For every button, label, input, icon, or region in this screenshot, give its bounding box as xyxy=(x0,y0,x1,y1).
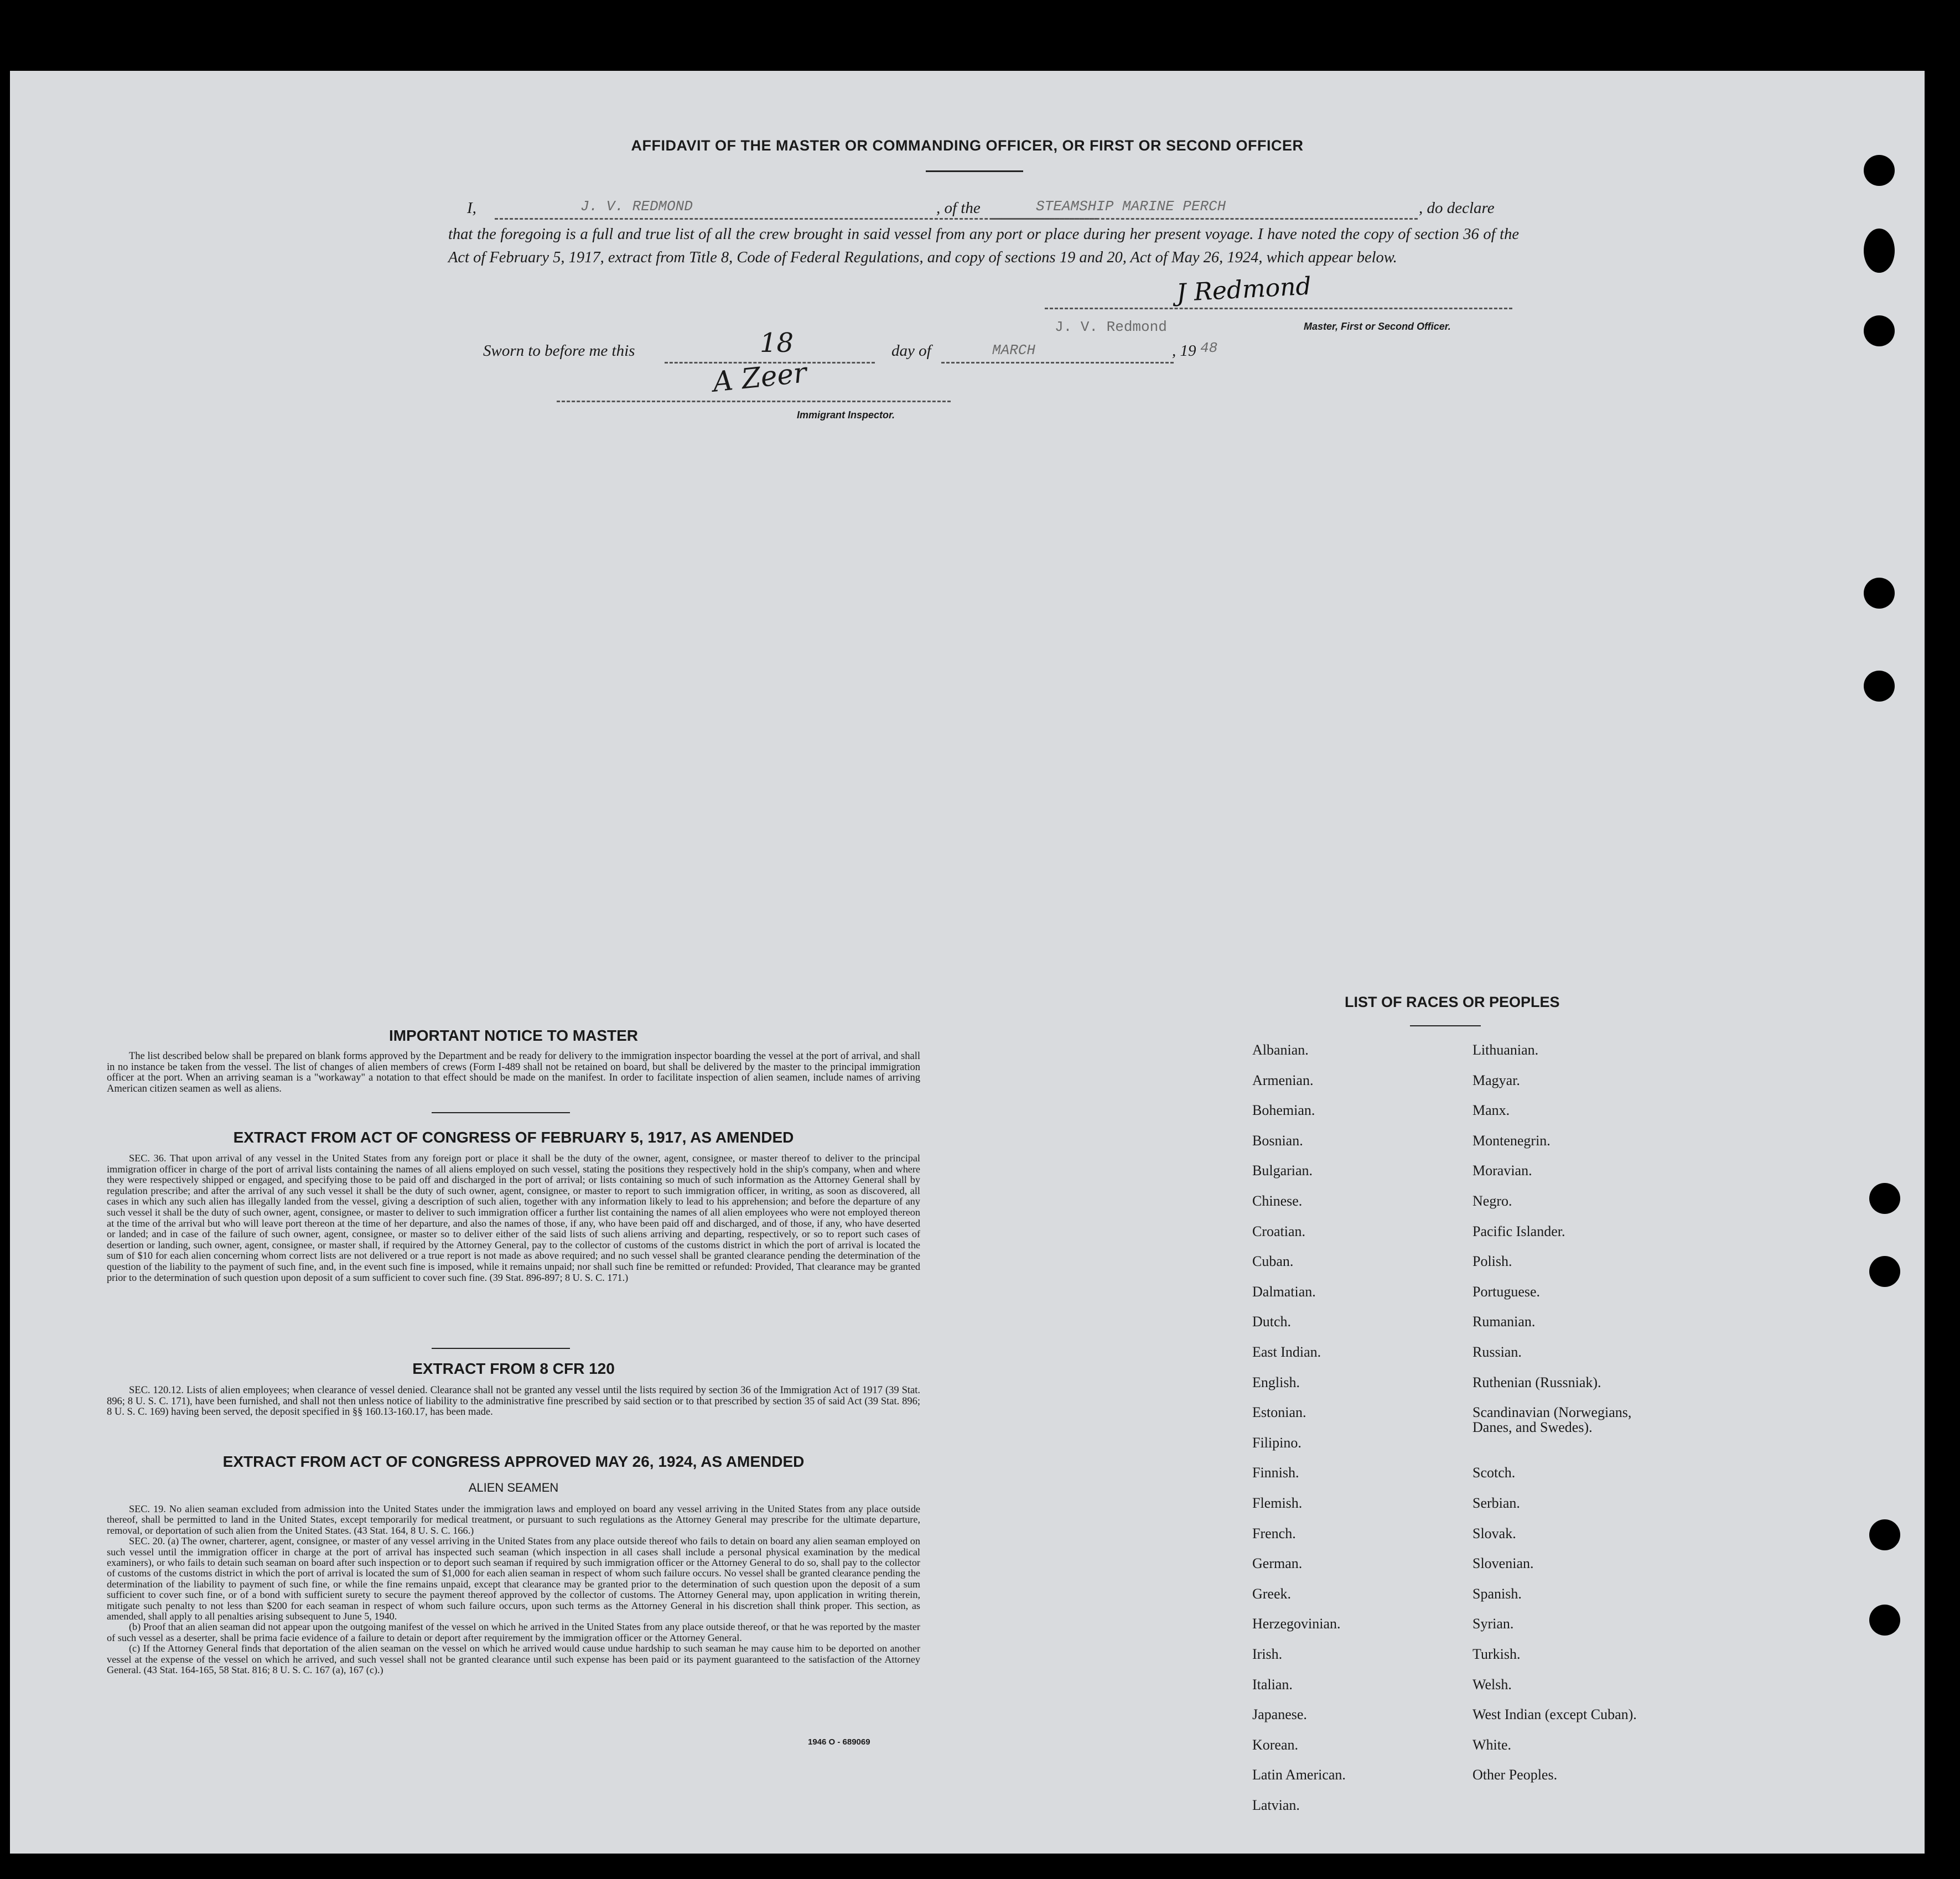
inspector-blank xyxy=(557,396,951,402)
race-item: Korean. xyxy=(1252,1736,1299,1753)
race-item: West Indian (except Cuban). xyxy=(1472,1706,1637,1723)
extract-1917-text: SEC. 36. That upon arrival of any vessel in the United States from any foreign port or place it shall be the duty of the owner, agent, consignee, or master thereof to deliver to the principal immigration officer in charge of the port of arrival lists containing the names of all aliens employed on such vessel, stating the positions they respectively hold in the ship's company, when and where they were respectively shipped or engaged, and specifying those to be paid off and discharged in the port of arrival; or lists containing so much of such information as the Attorney General shall by regulation prescribe; and after the arrival of any such vessel it shall be the duty of such owner, agent, consignee, or master to report to such immigration officer, in writing, as soon as discovered, all cases in which any such alien has illegally landed from the vessel, giving a description of such alien, together with any information likely to lead to his apprehension; and before the departure of any such vessel it shall be the duty of such owner, agent, consignee, or master to deliver to such immigration officer a further list containing the names of all alien employees who were not employed thereon at the time of the arrival but who will leave port thereon at the time of her departure, and also the names of those, if any, who have been paid off and discharged, and of those, if any, who have deserted or landed; and in case of the failure of such owner, agent, consignee, or master so to deliver either of the said lists of such aliens arriving and departing, respectively, or so to report such cases of desertion or landing, such owner, agent, consignee, or master shall, if required by the Attorney General, pay to the collector of customs of the customs district in which the port of arrival is located the sum of $10 for each alien concerning whom correct lists are not delivered or a true report is not made as above required; and no such vessel shall be granted clearance pending the determination of the question of the liability to the payment of such fine, and, in the event such fine is imposed, while it remains unpaid; nor shall such fine be remitted or refunded: Provided, That clearance may be granted prior to the determination of such question upon deposit of a sum sufficient to cover such fine. (39 Stat. 896-897; 8 U. S. C. 171.) xyxy=(107,1153,920,1283)
race-item: East Indian. xyxy=(1252,1344,1321,1360)
race-item: White. xyxy=(1472,1736,1512,1753)
extract-cfr-text: SEC. 120.12. Lists of alien employees; when clearance of vessel denied. Clearance shall not be granted any vessel until the lists required by section 36 of the Immigration Act of 1917 (39 Stat. 896; 8 U. S. C. 171), have been furnished, and shall not then unless notice of liability to the administrative fine prescribed by said section or to that prescribed by section 35 of said Act (39 Stat. 896; 8 U. S. C. 169) having been served, the deposit specified in §§ 160.13-160.17, has been made. xyxy=(107,1385,920,1418)
race-item: Cuban. xyxy=(1252,1253,1294,1270)
notice-title: IMPORTANT NOTICE TO MASTER xyxy=(388,1027,639,1044)
extract-1924-paragraph: (b) Proof that an alien seaman did not appear upon the outgoing manifest of the vessel on which he arrived in the United States from any place outside thereof, or that he was reported by the master of such vessel as a deserter, shall be prima facie evidence of a failure to detain or deport after requirement by the immigration officer or the Attorney General. xyxy=(107,1621,920,1643)
extract-1924-title: EXTRACT FROM ACT OF CONGRESS APPROVED MAY 26, 1924, AS AMENDED xyxy=(222,1453,805,1470)
binder-hole xyxy=(1869,1605,1900,1636)
master-signature: J Redmond xyxy=(1175,272,1312,308)
sworn-month-blank xyxy=(941,342,1174,364)
race-item: Croatian. xyxy=(1252,1223,1306,1239)
sworn-month: MARCH xyxy=(992,342,1036,359)
race-item: Filipino. xyxy=(1252,1434,1302,1451)
race-item: Rumanian. xyxy=(1472,1314,1536,1330)
race-item: Estonian. xyxy=(1252,1404,1306,1421)
master-name-typed: J. V. REDMOND xyxy=(580,198,693,215)
race-item: Slovenian. xyxy=(1472,1555,1534,1572)
declarant-line xyxy=(467,199,1524,221)
race-item: Negro. xyxy=(1472,1193,1512,1209)
extract-1924-paragraph: SEC. 19. No alien seaman excluded from admission into the United States under the immigration laws and employed on board any vessel arriving in the United States from any place outside thereof, shall be permitted to land in the United States, except temporarily for medical treatment, or pursuant to such regulations as the Attorney General may prescribe for the ultimate departure, removal, or deportation of such alien from the United States. (43 Stat. 164, 8 U. S. C. 166.) xyxy=(107,1503,920,1536)
extract-1924-paragraph: SEC. 20. (a) The owner, charterer, agent, consignee, or master of any vessel arriving in the United States from any place outside thereof who fails to detain on board any alien seaman employed on such vessel until the immigration officer in charge at the port of arrival has inspected such seaman (which inspection in all cases shall include a personal physical examination by the medical examiners), or who fails to detain such seaman on board after such inspection or to deport such seaman if required by such immigration officer or the Attorney General to do so, shall pay to the collector of customs of the customs district in which the port of arrival is located the sum of $1,000 for each alien seaman in respect of whom such failure occurs. No vessel shall be granted clearance pending the determination of the liability to payment of such fine, or while the fine remains unpaid, except that clearance may be granted prior to the determination of such question upon the deposit of a sum sufficient to cover such fine, or of a bond with sufficient surety to secure the payment thereof approved by the collector of customs. The Attorney General may, upon application in writing therein, mitigate such penalty to not less than $200 for each seaman in respect of whom such failure occurs, upon such terms as the Attorney General in his discretion shall think proper. This section, as amended, shall apply to all penalties arising subsequent to June 5, 1940. xyxy=(107,1535,920,1622)
race-item: Dutch. xyxy=(1252,1314,1292,1330)
race-item: Chinese. xyxy=(1252,1193,1303,1209)
race-item: Syrian. xyxy=(1472,1616,1514,1632)
race-item: Turkish. xyxy=(1472,1646,1521,1662)
of-the-label: , of the xyxy=(936,199,984,217)
separator-rule xyxy=(432,1348,570,1349)
binder-hole xyxy=(1869,1183,1900,1214)
race-item: Welsh. xyxy=(1472,1676,1512,1693)
race-item: Pacific Islander. xyxy=(1472,1223,1565,1239)
race-item: Japanese. xyxy=(1252,1706,1307,1723)
race-item: Scotch. xyxy=(1472,1465,1516,1481)
separator-rule xyxy=(432,1112,570,1113)
race-item: Flemish. xyxy=(1252,1495,1303,1511)
races-title: LIST OF RACES OR PEOPLES xyxy=(1345,994,1560,1010)
year-prefix: , 19 xyxy=(1172,342,1196,360)
master-name-signature-typed: J. V. Redmond xyxy=(1055,319,1167,335)
extract-1924-subtitle: ALIEN SEAMEN xyxy=(468,1481,559,1494)
race-item: Ruthenian (Russniak). xyxy=(1472,1374,1601,1390)
extract-1924-paragraph: (c) If the Attorney General finds that deportation of the alien seaman on the vessel on which he arrived would cause undue hardship to such seaman he may cause him to be deported on another vessel at the expense of the vessel on which he arrived, and such vessel shall not be granted clearance until such expense has been paid or its payment guaranteed to the satisfaction of the Attorney General. (43 Stat. 164-165, 58 Stat. 816; 8 U. S. C. 167 (a), 167 (c).) xyxy=(107,1643,920,1676)
binder-hole xyxy=(1864,578,1895,609)
race-item: German. xyxy=(1252,1555,1303,1572)
race-item: French. xyxy=(1252,1525,1296,1541)
race-item: Italian. xyxy=(1252,1676,1293,1693)
binder-hole xyxy=(1864,671,1895,702)
race-item: Lithuanian. xyxy=(1472,1042,1539,1058)
race-item: Serbian. xyxy=(1472,1495,1520,1511)
i-label: I, xyxy=(467,199,476,217)
inspector-caption: Immigrant Inspector. xyxy=(797,409,895,421)
race-item: Bosnian. xyxy=(1252,1132,1303,1149)
binder-hole xyxy=(1864,315,1895,346)
sworn-day: 18 xyxy=(760,328,794,359)
notice-text: The list described below shall be prepared on blank forms approved by the Department and be ready for delivery to the immigration inspector boarding the vessel at the port of arrival, and shall in no instance be taken from the vessel. The list of changes of alien members of crews (Form I-489 shall not be retained on board, but shall be delivered by the master to the principal immigration officer at the port. When an arriving seaman is a "workaway" a notation to that effect should be made on the manifest. In order to facilitate inspection of alien seamen, include names of arriving American citizen seamen as well as aliens. xyxy=(107,1051,920,1094)
extract-1917-title: EXTRACT FROM ACT OF CONGRESS OF FEBRUARY 5, 1917, AS AMENDED xyxy=(233,1129,794,1146)
race-item: Montenegrin. xyxy=(1472,1132,1551,1149)
races-title-rule xyxy=(1410,1025,1481,1026)
race-item: Dalmatian. xyxy=(1252,1283,1316,1300)
race-item: Spanish. xyxy=(1472,1585,1522,1602)
race-item: Magyar. xyxy=(1472,1072,1520,1088)
document-page xyxy=(10,71,1925,1854)
sworn-line xyxy=(483,328,1247,366)
race-item: English. xyxy=(1252,1374,1300,1390)
sworn-label: Sworn to before me this xyxy=(483,342,635,360)
race-item: Bohemian. xyxy=(1252,1102,1315,1119)
race-item: Slovak. xyxy=(1472,1525,1516,1541)
race-item: Finnish. xyxy=(1252,1465,1299,1481)
affidavit-title: AFFIDAVIT OF THE MASTER OR COMMANDING OFFICER, OR FIRST OR SECOND OFFICER xyxy=(631,137,1304,154)
binder-hole xyxy=(1869,1519,1900,1550)
race-item: Herzegovinian. xyxy=(1252,1616,1341,1632)
race-item: Manx. xyxy=(1472,1102,1510,1119)
race-item: Armenian. xyxy=(1252,1072,1314,1088)
day-of-label: day of xyxy=(891,342,931,360)
do-declare-label: , do declare xyxy=(1419,199,1495,217)
binder-hole xyxy=(1864,229,1895,273)
binder-hole xyxy=(1869,1256,1900,1287)
title-rule xyxy=(926,170,1023,172)
race-item: Other Peoples. xyxy=(1472,1767,1558,1783)
inspector-signature: A Zeer xyxy=(711,356,808,398)
extract-1924-text xyxy=(107,1504,920,1676)
race-item: Scandinavian (Norwegians, Danes, and Swedes). xyxy=(1472,1404,1632,1436)
race-item: Polish. xyxy=(1472,1253,1512,1270)
race-item: Latin American. xyxy=(1252,1767,1346,1783)
race-item: Portuguese. xyxy=(1472,1283,1541,1300)
print-code: 1946 O - 689069 xyxy=(808,1737,870,1747)
race-item: Latvian. xyxy=(1252,1797,1300,1813)
race-item: Irish. xyxy=(1252,1646,1283,1662)
race-item: Russian. xyxy=(1472,1344,1522,1360)
race-item: Albanian. xyxy=(1252,1042,1309,1058)
year-suffix: 48 xyxy=(1200,340,1218,356)
race-item: Bulgarian. xyxy=(1252,1162,1313,1179)
binder-hole xyxy=(1864,155,1895,186)
extract-cfr-title: EXTRACT FROM 8 CFR 120 xyxy=(412,1360,615,1377)
signature-blank xyxy=(1045,303,1512,309)
race-item: Greek. xyxy=(1252,1585,1292,1602)
vessel-name-typed: STEAMSHIP MARINE PERCH xyxy=(1036,198,1226,215)
affidavit-body: that the foregoing is a full and true list of all the crew brought in said vessel from any port or place during her present voyage. I have noted the copy of section 36 of the Act of February 5, 1917, extract from Title 8, Code of Federal Regulations, and copy of sections 19 and 20, Act of May 26, 1924, which appear below. xyxy=(448,226,1519,266)
race-item: Moravian. xyxy=(1472,1162,1532,1179)
signature-caption: Master, First or Second Officer. xyxy=(1304,321,1451,332)
